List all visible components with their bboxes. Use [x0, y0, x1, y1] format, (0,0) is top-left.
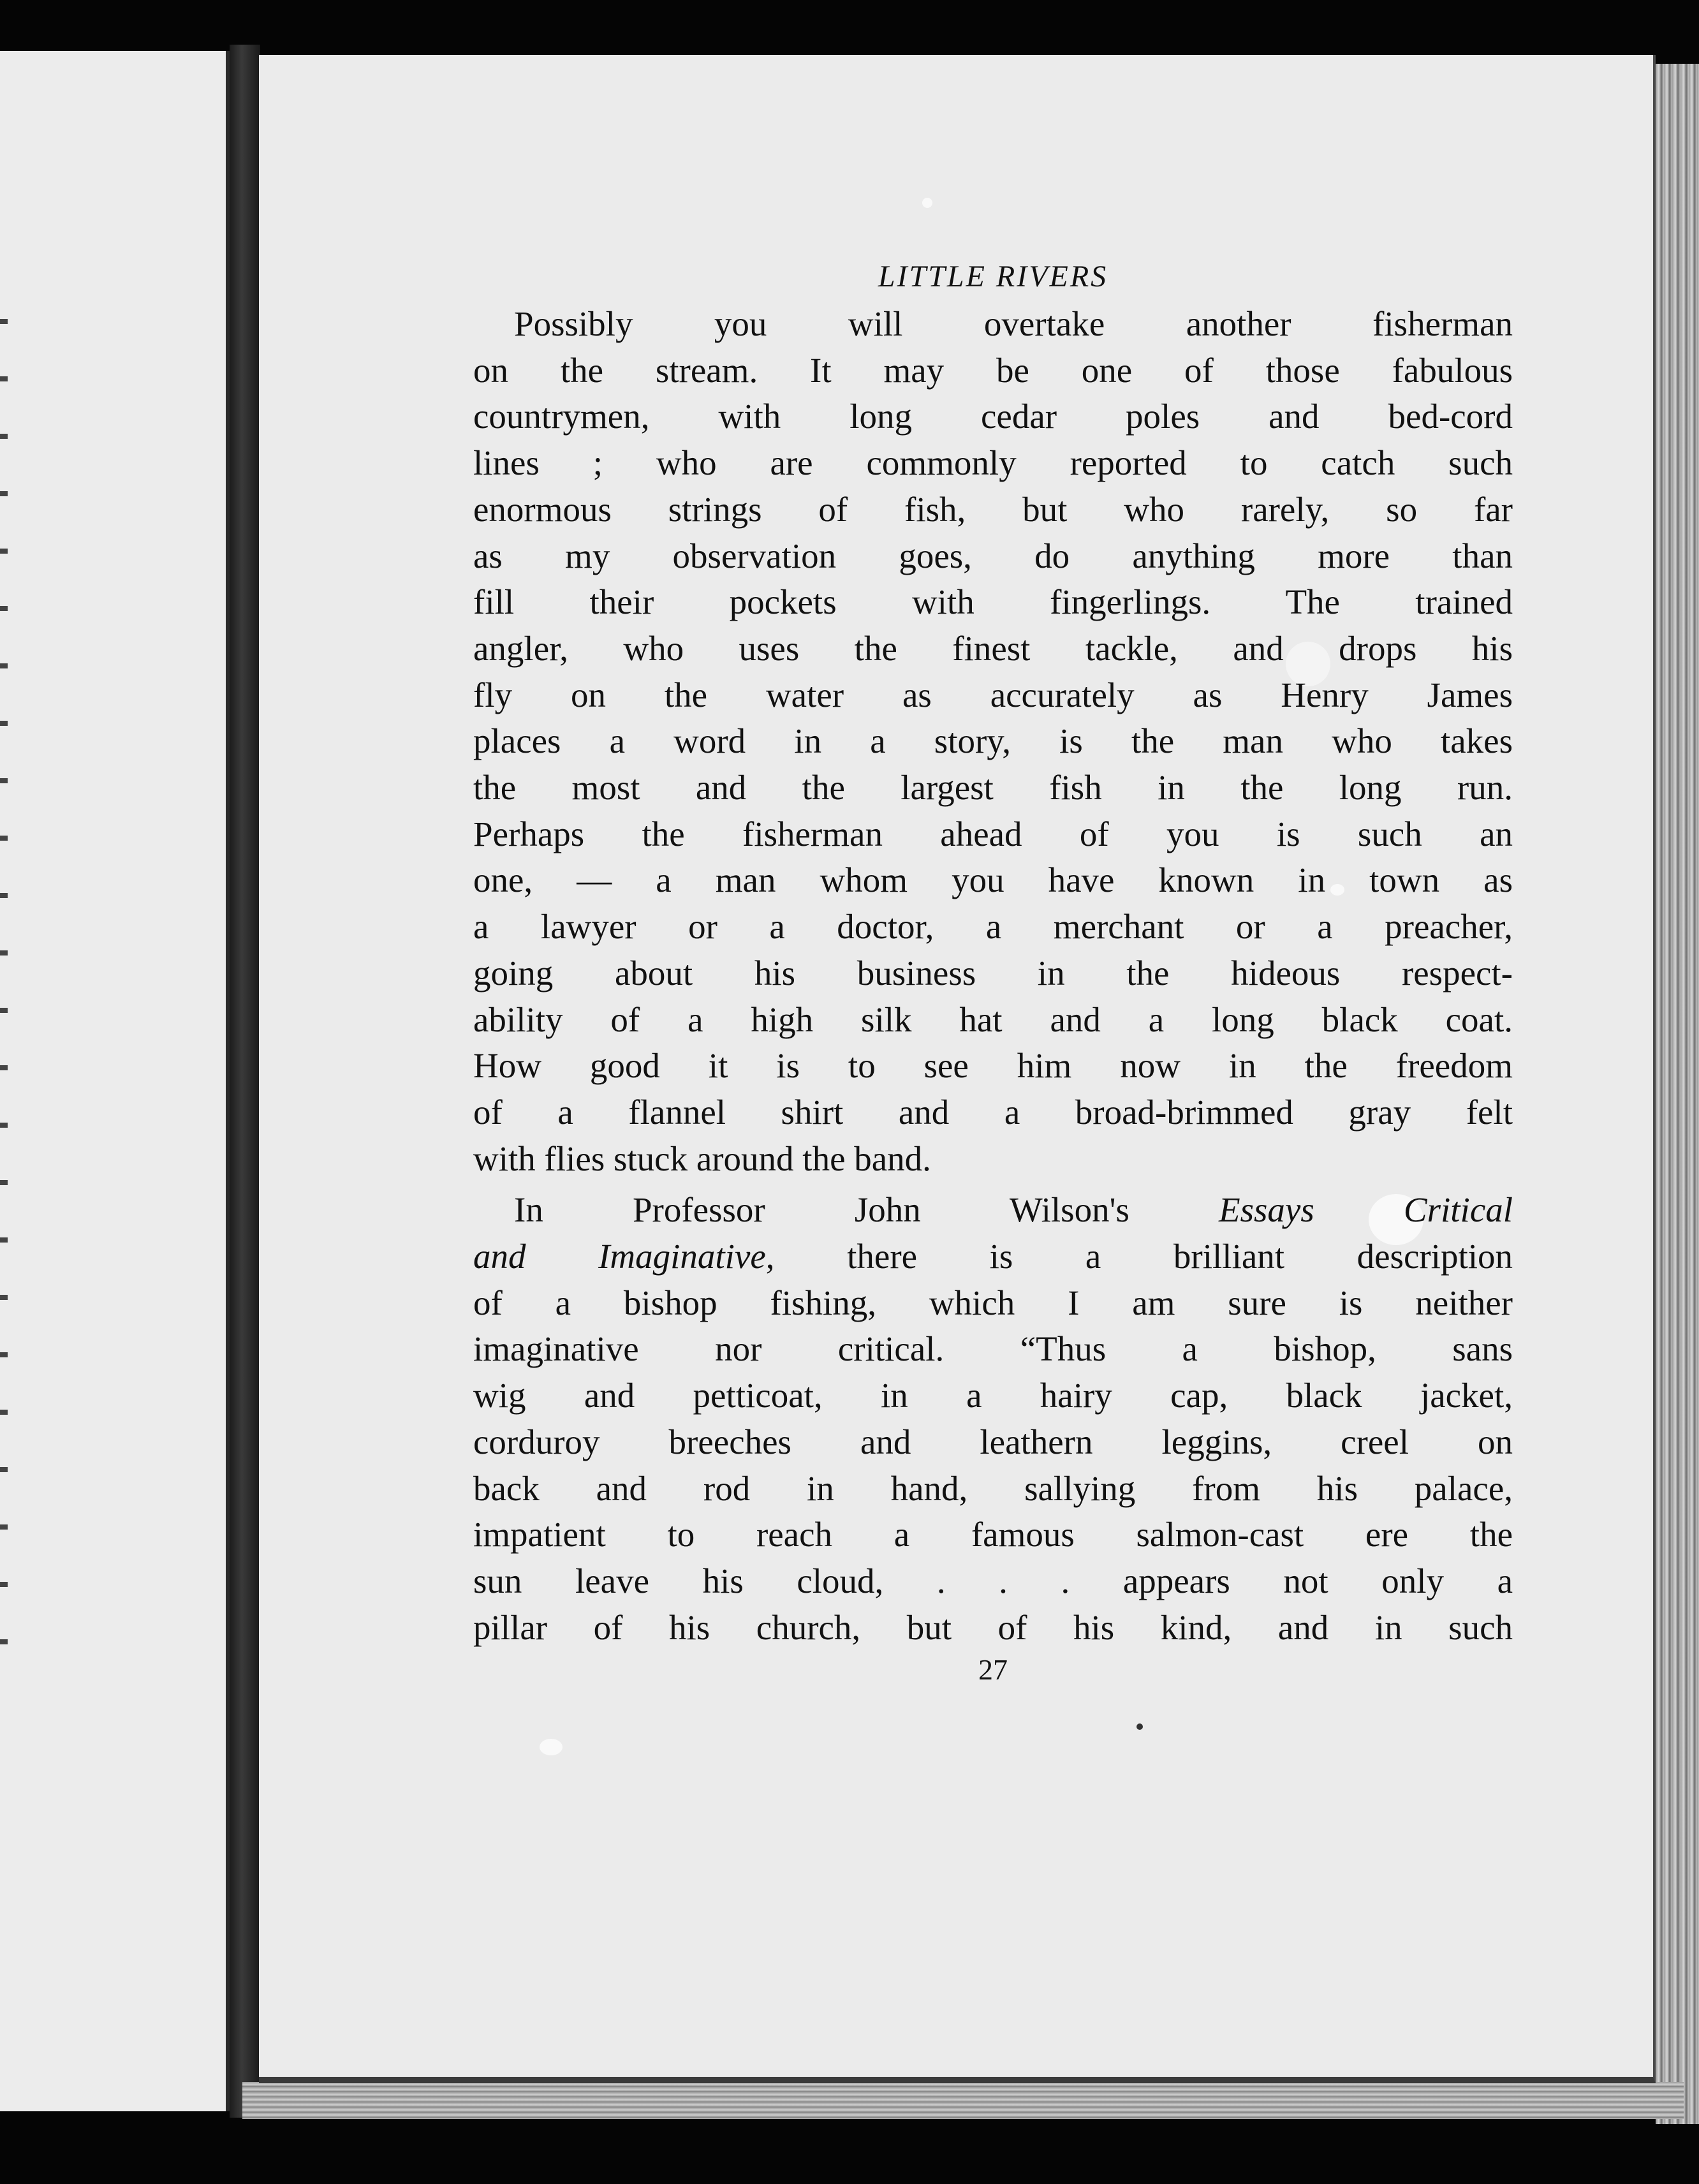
- text-line: fly on the water as accurately as Henry James: [473, 675, 1513, 714]
- text-line: fill their pockets with fingerlings. The trained: [473, 582, 1513, 622]
- book-title-italic: Essays Critical: [1219, 1190, 1513, 1230]
- text-line: Perhaps the fisherman ahead of you is such an: [473, 814, 1513, 853]
- page-number: 27: [978, 1653, 1008, 1686]
- left-page-edge-marks: [0, 319, 8, 1658]
- text-line: [473, 1234, 1513, 1280]
- page-text-block: [473, 258, 1513, 1689]
- text-line: impatient to reach a famous salmon-cast ere the: [473, 1515, 1513, 1554]
- text-line: of a bishop fishing, which I am sure is neither: [473, 1283, 1513, 1322]
- facing-left-page: [0, 51, 230, 2111]
- text-line: of a flannel shirt and a broad-brimmed gray felt: [473, 1092, 1513, 1132]
- text-line: lines ; who are commonly reported to catch such: [473, 443, 1513, 483]
- text-line: wig and petticoat, in a hairy cap, black jacket,: [473, 1376, 1513, 1415]
- book-title-italic: and Imaginative: [473, 1237, 766, 1276]
- text-run: In Professor John Wilson's: [514, 1190, 1219, 1230]
- paragraph-1: [473, 301, 1513, 1182]
- text-line: one, — a man whom you have known in town as: [473, 860, 1513, 900]
- text-line: ability of a high silk hat and a long black coat.: [473, 1000, 1513, 1039]
- text-line: How good it is to see him now in the freedom: [473, 1046, 1513, 1086]
- text-line: [473, 1187, 1513, 1234]
- text-line: back and rod in hand, sallying from his palace,: [473, 1468, 1513, 1508]
- text-line: pillar of his church, but of his kind, and in such: [473, 1607, 1513, 1647]
- text-line: on the stream. It may be one of those fabulous: [473, 350, 1513, 390]
- text-line: a lawyer or a doctor, a merchant or a preacher,: [473, 907, 1513, 947]
- text-line: going about his business in the hideous respect-: [473, 953, 1513, 992]
- text-line: corduroy breeches and leathern leggins, creel on: [473, 1422, 1513, 1461]
- text-line: countrymen, with long cedar poles and bed-cord: [473, 397, 1513, 436]
- paper-speck: [1136, 1723, 1143, 1730]
- text-line: with flies stuck around the band.: [473, 1139, 931, 1178]
- text-line: places a word in a story, is the man who takes: [473, 721, 1513, 761]
- text-line: angler, who uses the finest tackle, and drops his: [473, 628, 1513, 668]
- text-line: imaginative nor critical. “Thus a bishop, sans: [473, 1329, 1513, 1369]
- text-run: , there is a brilliant description: [765, 1237, 1513, 1276]
- bottom-page-edges: [242, 2082, 1684, 2119]
- paragraph-2: [473, 1187, 1513, 1651]
- paragraph-gap: [473, 1182, 1513, 1187]
- paper-speck: [922, 198, 932, 208]
- text-line: as my observation goes, do anything more than: [473, 536, 1513, 575]
- text-line: the most and the largest fish in the long run.: [473, 768, 1513, 808]
- right-page-edges: [1656, 64, 1699, 2124]
- text-line: sun leave his cloud, . . . appears not only a: [473, 1561, 1513, 1600]
- book-page: [259, 55, 1656, 2083]
- text-line: Possibly you will overtake another fisherman: [514, 304, 1513, 343]
- paper-speck: [540, 1739, 563, 1755]
- book-gutter: [230, 45, 260, 2118]
- running-head: LITTLE RIVERS: [878, 260, 1108, 293]
- text-line: enormous strings of fish, but who rarely, so far: [473, 489, 1513, 529]
